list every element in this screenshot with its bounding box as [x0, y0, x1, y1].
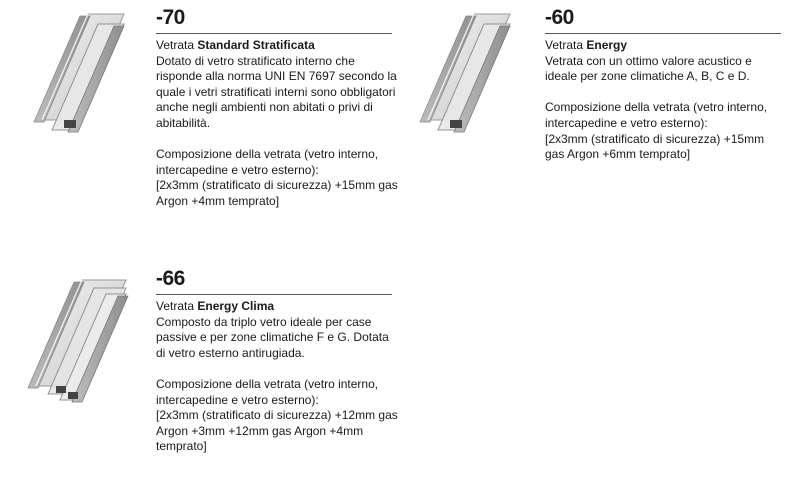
product-description: Dotato di vetro stratificato interno che risponde alla norma UNI EN 7697 secondo la quale i vetri stratificati interni sono obbligatori anche negli ambienti non abitati o privi di abitabilità. — [156, 53, 397, 130]
composition-value: [2x3mm (stratificato di sicurezza) +15mm gas Argon +4mm temprato] — [156, 178, 398, 208]
product-title — [156, 38, 400, 54]
title-bold: Standard Stratificata — [197, 38, 315, 52]
product-code: -70 — [156, 6, 185, 29]
title-prefix: Vetrata — [156, 299, 198, 313]
title-bold: Energy Clima — [197, 299, 275, 313]
product-title — [545, 38, 785, 54]
product-description: Vetrata con un ottimo valore acustico e ideale per zone climatiche A, B, C e D. — [545, 53, 752, 84]
product-description: Composto da triplo vetro ideale per case passive e per zone climatiche F e G. Dotata di vetro esterno antirugiada. — [156, 314, 389, 360]
product-title — [156, 299, 400, 315]
product-description-block — [156, 38, 400, 210]
composition-label: Composizione della vetrata (vetro interno, intercapedine e vetro esterno): — [156, 376, 379, 407]
product-code: -66 — [156, 267, 185, 290]
composition-value: [2x3mm (stratificato di sicurezza) +15mm gas Argon +6mm temprato] — [545, 131, 765, 162]
title-prefix: Vetrata — [156, 38, 198, 52]
divider — [156, 294, 392, 295]
triple-glazing-icon — [22, 274, 134, 404]
product-description-block — [545, 38, 785, 163]
title-prefix: Vetrata — [545, 38, 587, 52]
divider — [545, 33, 781, 34]
double-glazing-icon — [28, 8, 128, 138]
title-bold: Energy — [586, 38, 628, 52]
composition-label: Composizione della vetrata (vetro interno, intercapedine e vetro esterno): — [545, 100, 768, 130]
double-glazing-icon — [414, 8, 514, 138]
composition-label: Composizione della vetrata (vetro interno, intercapedine e vetro esterno): — [156, 147, 379, 177]
divider — [156, 33, 392, 34]
product-code: -60 — [545, 6, 574, 29]
product-description-block — [156, 299, 400, 455]
composition-value: [2x3mm (stratificato di sicurezza) +12mm gas Argon +3mm +12mm gas Argon +4mm temprato] — [156, 408, 398, 454]
